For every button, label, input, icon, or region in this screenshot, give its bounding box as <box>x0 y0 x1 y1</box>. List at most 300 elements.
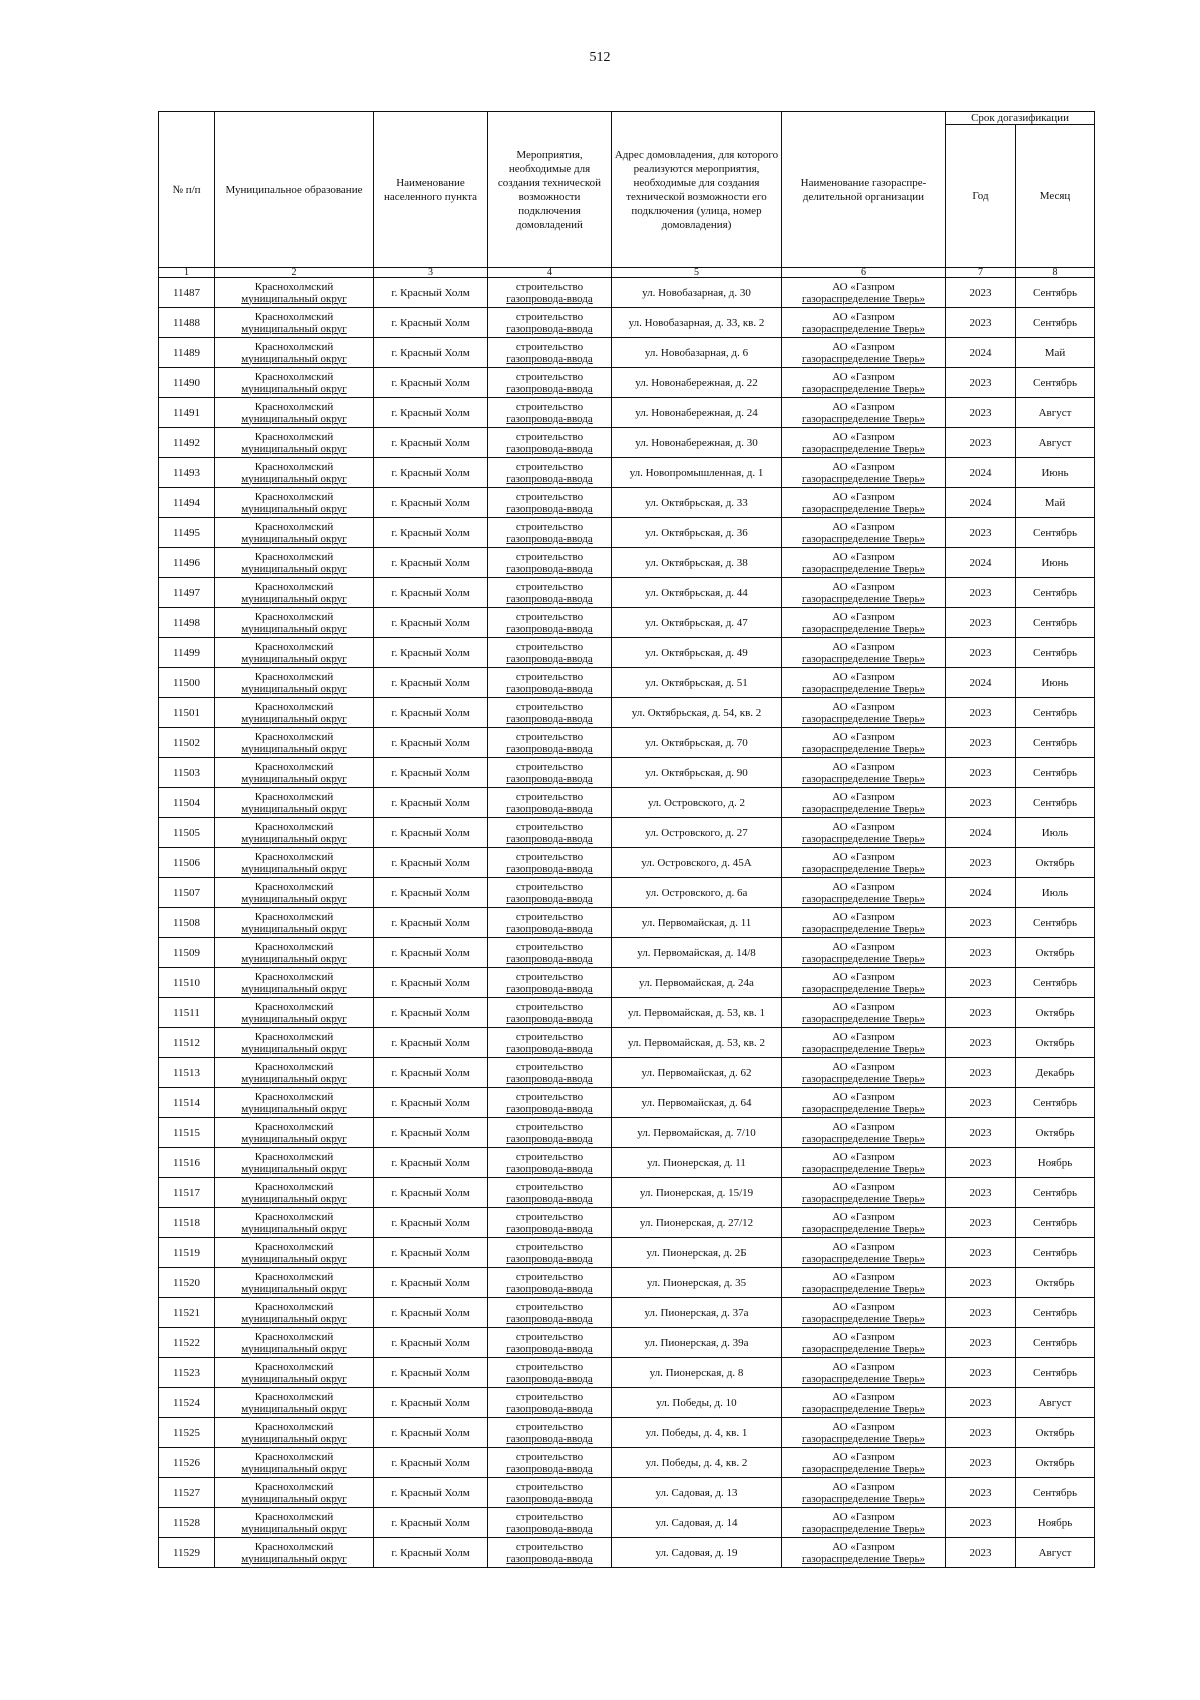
row-number: 11522 <box>159 1328 215 1358</box>
municipality-cell <box>215 1268 374 1298</box>
municipality-type: муниципальный округ <box>241 1372 347 1385</box>
organization-cell <box>782 428 946 458</box>
measure-line-2: газопровода-ввода <box>506 742 593 755</box>
organization-cell <box>782 1148 946 1178</box>
measure-line-1: строительство <box>515 1120 584 1133</box>
year-cell: 2023 <box>946 368 1016 398</box>
organization-line-1: АО «Газпром <box>832 1210 895 1223</box>
year-cell: 2023 <box>946 1418 1016 1448</box>
settlement-cell: г. Красный Холм <box>374 668 488 698</box>
month-cell: Сентябрь <box>1016 728 1095 758</box>
municipality-type: муниципальный округ <box>241 862 347 875</box>
organization-line-1: АО «Газпром <box>832 550 895 563</box>
month-cell: Сентябрь <box>1016 368 1095 398</box>
organization-line-1: АО «Газпром <box>832 340 895 353</box>
header-gasification-term: Срок догазификации <box>946 112 1095 125</box>
month-cell: Июнь <box>1016 458 1095 488</box>
table-row <box>159 1448 1095 1478</box>
settlement-cell: г. Красный Холм <box>374 1298 488 1328</box>
organization-line-1: АО «Газпром <box>832 1510 895 1523</box>
municipality-name: Краснохолмский <box>254 1060 334 1073</box>
row-number: 11498 <box>159 608 215 638</box>
year-cell: 2023 <box>946 908 1016 938</box>
year-cell: 2023 <box>946 1358 1016 1388</box>
measure-line-2: газопровода-ввода <box>506 1342 593 1355</box>
municipality-cell <box>215 278 374 308</box>
address-cell: ул. Садовая, д. 14 <box>612 1508 782 1538</box>
table-row <box>159 908 1095 938</box>
measure-line-1: строительство <box>515 910 584 923</box>
measure-line-1: строительство <box>515 940 584 953</box>
month-cell: Июнь <box>1016 548 1095 578</box>
municipality-name: Краснохолмский <box>254 850 334 863</box>
month-cell: Сентябрь <box>1016 1238 1095 1268</box>
municipality-type: муниципальный округ <box>241 472 347 485</box>
measure-line-2: газопровода-ввода <box>506 1042 593 1055</box>
organization-line-2: газораспределение Тверь» <box>801 1042 926 1055</box>
organization-cell <box>782 1118 946 1148</box>
row-number: 11513 <box>159 1058 215 1088</box>
organization-line-1: АО «Газпром <box>832 610 895 623</box>
measure-line-1: строительство <box>515 730 584 743</box>
settlement-cell: г. Красный Холм <box>374 1448 488 1478</box>
measure-cell <box>488 368 612 398</box>
organization-cell <box>782 1478 946 1508</box>
organization-cell <box>782 1178 946 1208</box>
municipality-name: Краснохолмский <box>254 790 334 803</box>
measure-cell <box>488 818 612 848</box>
municipality-cell <box>215 1418 374 1448</box>
row-number: 11494 <box>159 488 215 518</box>
gasification-table <box>158 111 1095 1568</box>
measure-line-1: строительство <box>515 1360 584 1373</box>
measure-line-1: строительство <box>515 970 584 983</box>
column-number: 1 <box>159 268 215 278</box>
measure-cell <box>488 998 612 1028</box>
header-year: Год <box>946 125 1016 268</box>
municipality-type: муниципальный округ <box>241 1192 347 1205</box>
organization-cell <box>782 1268 946 1298</box>
column-number: 6 <box>782 268 946 278</box>
organization-line-1: АО «Газпром <box>832 370 895 383</box>
measure-line-2: газопровода-ввода <box>506 622 593 635</box>
address-cell: ул. Победы, д. 4, кв. 2 <box>612 1448 782 1478</box>
measure-line-2: газопровода-ввода <box>506 352 593 365</box>
year-cell: 2023 <box>946 1478 1016 1508</box>
organization-cell <box>782 1328 946 1358</box>
table-row <box>159 428 1095 458</box>
municipality-cell <box>215 1058 374 1088</box>
organization-line-2: газораспределение Тверь» <box>801 772 926 785</box>
settlement-cell: г. Красный Холм <box>374 698 488 728</box>
municipality-cell <box>215 1478 374 1508</box>
measure-line-1: строительство <box>515 880 584 893</box>
measure-line-2: газопровода-ввода <box>506 292 593 305</box>
municipality-cell <box>215 878 374 908</box>
measure-line-2: газопровода-ввода <box>506 502 593 515</box>
table-row <box>159 968 1095 998</box>
organization-line-1: АО «Газпром <box>832 1540 895 1553</box>
municipality-name: Краснохолмский <box>254 400 334 413</box>
settlement-cell: г. Красный Холм <box>374 1328 488 1358</box>
row-number: 11488 <box>159 308 215 338</box>
organization-cell <box>782 458 946 488</box>
measure-cell <box>488 938 612 968</box>
month-cell: Август <box>1016 1388 1095 1418</box>
measure-line-2: газопровода-ввода <box>506 1522 593 1535</box>
municipality-type: муниципальный округ <box>241 1282 347 1295</box>
municipality-name: Краснохолмский <box>254 1270 334 1283</box>
municipality-cell <box>215 578 374 608</box>
table-row <box>159 338 1095 368</box>
organization-cell <box>782 1208 946 1238</box>
municipality-name: Краснохолмский <box>254 670 334 683</box>
address-cell: ул. Октябрьская, д. 90 <box>612 758 782 788</box>
month-cell: Сентябрь <box>1016 1178 1095 1208</box>
municipality-type: муниципальный округ <box>241 1102 347 1115</box>
measure-line-2: газопровода-ввода <box>506 442 593 455</box>
municipality-type: муниципальный округ <box>241 682 347 695</box>
organization-line-2: газораспределение Тверь» <box>801 1012 926 1025</box>
month-cell: Сентябрь <box>1016 518 1095 548</box>
measure-line-2: газопровода-ввода <box>506 1192 593 1205</box>
organization-cell <box>782 488 946 518</box>
organization-cell <box>782 1088 946 1118</box>
organization-cell <box>782 638 946 668</box>
column-number: 8 <box>1016 268 1095 278</box>
page-number: 512 <box>589 50 611 65</box>
year-cell: 2023 <box>946 998 1016 1028</box>
table-row <box>159 1208 1095 1238</box>
municipality-type: муниципальный округ <box>241 382 347 395</box>
row-number: 11496 <box>159 548 215 578</box>
table-row <box>159 668 1095 698</box>
municipality-cell <box>215 818 374 848</box>
organization-line-2: газораспределение Тверь» <box>801 412 926 425</box>
header-organization: Наименование газораспре-делительной организации <box>782 112 946 268</box>
measure-line-1: строительство <box>515 760 584 773</box>
organization-line-1: АО «Газпром <box>832 1450 895 1463</box>
column-number: 5 <box>612 268 782 278</box>
table-row <box>159 1178 1095 1208</box>
organization-line-2: газораспределение Тверь» <box>801 622 926 635</box>
settlement-cell: г. Красный Холм <box>374 1088 488 1118</box>
measure-cell <box>488 788 612 818</box>
measure-line-1: строительство <box>515 1390 584 1403</box>
year-cell: 2023 <box>946 308 1016 338</box>
measure-cell <box>488 1268 612 1298</box>
year-cell: 2023 <box>946 1058 1016 1088</box>
measure-line-2: газопровода-ввода <box>506 1072 593 1085</box>
settlement-cell: г. Красный Холм <box>374 488 488 518</box>
measure-cell <box>488 1208 612 1238</box>
organization-cell <box>782 1388 946 1418</box>
municipality-cell <box>215 1508 374 1538</box>
settlement-cell: г. Красный Холм <box>374 1028 488 1058</box>
municipality-cell <box>215 1298 374 1328</box>
municipality-name: Краснохолмский <box>254 1180 334 1193</box>
month-cell: Июнь <box>1016 668 1095 698</box>
municipality-cell <box>215 398 374 428</box>
organization-cell <box>782 698 946 728</box>
municipality-cell <box>215 428 374 458</box>
measure-line-1: строительство <box>515 610 584 623</box>
organization-line-1: АО «Газпром <box>832 520 895 533</box>
year-cell: 2023 <box>946 278 1016 308</box>
municipality-cell <box>215 1208 374 1238</box>
table-row <box>159 1088 1095 1118</box>
settlement-cell: г. Красный Холм <box>374 1508 488 1538</box>
organization-cell <box>782 338 946 368</box>
municipality-type: муниципальный округ <box>241 1552 347 1565</box>
municipality-type: муниципальный округ <box>241 1252 347 1265</box>
table-row <box>159 1118 1095 1148</box>
municipality-cell <box>215 998 374 1028</box>
year-cell: 2024 <box>946 338 1016 368</box>
table-row <box>159 278 1095 308</box>
measure-line-2: газопровода-ввода <box>506 832 593 845</box>
municipality-name: Краснохолмский <box>254 1330 334 1343</box>
organization-cell <box>782 548 946 578</box>
organization-line-1: АО «Газпром <box>832 1150 895 1163</box>
organization-cell <box>782 608 946 638</box>
measure-line-2: газопровода-ввода <box>506 682 593 695</box>
organization-line-1: АО «Газпром <box>832 1240 895 1253</box>
measure-cell <box>488 968 612 998</box>
municipality-name: Краснохолмский <box>254 580 334 593</box>
measure-line-1: строительство <box>515 280 584 293</box>
year-cell: 2023 <box>946 608 1016 638</box>
address-cell: ул. Первомайская, д. 7/10 <box>612 1118 782 1148</box>
organization-line-1: АО «Газпром <box>832 1090 895 1103</box>
row-number: 11511 <box>159 998 215 1028</box>
table-row <box>159 728 1095 758</box>
table-row <box>159 1148 1095 1178</box>
measure-line-1: строительство <box>515 430 584 443</box>
municipality-cell <box>215 668 374 698</box>
municipality-type: муниципальный округ <box>241 322 347 335</box>
measure-line-2: газопровода-ввода <box>506 1132 593 1145</box>
month-cell: Октябрь <box>1016 998 1095 1028</box>
address-cell: ул. Пионерская, д. 37а <box>612 1298 782 1328</box>
organization-line-1: АО «Газпром <box>832 1000 895 1013</box>
municipality-cell <box>215 908 374 938</box>
table-row <box>159 638 1095 668</box>
municipality-cell <box>215 548 374 578</box>
measure-line-2: газопровода-ввода <box>506 1102 593 1115</box>
organization-line-2: газораспределение Тверь» <box>801 472 926 485</box>
settlement-cell: г. Красный Холм <box>374 278 488 308</box>
municipality-name: Краснохолмский <box>254 460 334 473</box>
year-cell: 2023 <box>946 518 1016 548</box>
year-cell: 2023 <box>946 1148 1016 1178</box>
address-cell: ул. Первомайская, д. 24а <box>612 968 782 998</box>
municipality-cell <box>215 1388 374 1418</box>
month-cell: Ноябрь <box>1016 1148 1095 1178</box>
measure-line-1: строительство <box>515 1060 584 1073</box>
settlement-cell: г. Красный Холм <box>374 1538 488 1568</box>
year-cell: 2024 <box>946 488 1016 518</box>
municipality-cell <box>215 458 374 488</box>
table-row <box>159 1508 1095 1538</box>
row-number: 11512 <box>159 1028 215 1058</box>
measure-line-1: строительство <box>515 1210 584 1223</box>
organization-cell <box>782 1538 946 1568</box>
row-number: 11525 <box>159 1418 215 1448</box>
measure-cell <box>488 668 612 698</box>
measure-line-2: газопровода-ввода <box>506 592 593 605</box>
measure-line-1: строительство <box>515 490 584 503</box>
settlement-cell: г. Красный Холм <box>374 1268 488 1298</box>
month-cell: Сентябрь <box>1016 1208 1095 1238</box>
row-number: 11497 <box>159 578 215 608</box>
year-cell: 2023 <box>946 1028 1016 1058</box>
measure-line-1: строительство <box>515 1000 584 1013</box>
header-month: Месяц <box>1016 125 1095 268</box>
address-cell: ул. Островского, д. 27 <box>612 818 782 848</box>
year-cell: 2023 <box>946 728 1016 758</box>
address-cell: ул. Октябрьская, д. 51 <box>612 668 782 698</box>
column-number: 4 <box>488 268 612 278</box>
municipality-type: муниципальный округ <box>241 1162 347 1175</box>
measure-line-1: строительство <box>515 1420 584 1433</box>
measure-line-2: газопровода-ввода <box>506 922 593 935</box>
organization-cell <box>782 1058 946 1088</box>
row-number: 11526 <box>159 1448 215 1478</box>
organization-line-2: газораспределение Тверь» <box>801 652 926 665</box>
year-cell: 2024 <box>946 668 1016 698</box>
row-number: 11517 <box>159 1178 215 1208</box>
address-cell: ул. Победы, д. 10 <box>612 1388 782 1418</box>
municipality-type: муниципальный округ <box>241 1132 347 1145</box>
measure-line-2: газопровода-ввода <box>506 412 593 425</box>
row-number: 11514 <box>159 1088 215 1118</box>
settlement-cell: г. Красный Холм <box>374 758 488 788</box>
month-cell: Сентябрь <box>1016 1478 1095 1508</box>
address-cell: ул. Октябрьская, д. 36 <box>612 518 782 548</box>
settlement-cell: г. Красный Холм <box>374 1148 488 1178</box>
organization-cell <box>782 518 946 548</box>
organization-cell <box>782 968 946 998</box>
row-number: 11509 <box>159 938 215 968</box>
organization-line-1: АО «Газпром <box>832 970 895 983</box>
header-municipality: Муниципальное образование <box>215 112 374 268</box>
table-row <box>159 848 1095 878</box>
measure-cell <box>488 878 612 908</box>
measure-cell <box>488 548 612 578</box>
address-cell: ул. Октябрьская, д. 54, кв. 2 <box>612 698 782 728</box>
municipality-cell <box>215 848 374 878</box>
year-cell: 2023 <box>946 1298 1016 1328</box>
measure-cell <box>488 638 612 668</box>
organization-line-2: газораспределение Тверь» <box>801 922 926 935</box>
column-number: 7 <box>946 268 1016 278</box>
organization-line-1: АО «Газпром <box>832 400 895 413</box>
measure-line-1: строительство <box>515 1090 584 1103</box>
organization-line-2: газораспределение Тверь» <box>801 682 926 695</box>
organization-line-1: АО «Газпром <box>832 1300 895 1313</box>
organization-line-1: АО «Газпром <box>832 670 895 683</box>
address-cell: ул. Пионерская, д. 27/12 <box>612 1208 782 1238</box>
year-cell: 2023 <box>946 398 1016 428</box>
measure-line-2: газопровода-ввода <box>506 982 593 995</box>
municipality-name: Краснохолмский <box>254 610 334 623</box>
municipality-name: Краснохолмский <box>254 1420 334 1433</box>
municipality-cell <box>215 1088 374 1118</box>
measure-line-2: газопровода-ввода <box>506 1432 593 1445</box>
municipality-cell <box>215 1448 374 1478</box>
year-cell: 2023 <box>946 1508 1016 1538</box>
organization-line-2: газораспределение Тверь» <box>801 712 926 725</box>
measure-line-2: газопровода-ввода <box>506 1552 593 1565</box>
organization-cell <box>782 848 946 878</box>
table-row <box>159 1058 1095 1088</box>
municipality-name: Краснохолмский <box>254 1240 334 1253</box>
table-row <box>159 1418 1095 1448</box>
municipality-type: муниципальный округ <box>241 352 347 365</box>
month-cell: Август <box>1016 1538 1095 1568</box>
settlement-cell: г. Красный Холм <box>374 908 488 938</box>
organization-line-1: АО «Газпром <box>832 1360 895 1373</box>
organization-line-1: АО «Газпром <box>832 1480 895 1493</box>
row-number: 11495 <box>159 518 215 548</box>
measure-line-1: строительство <box>515 820 584 833</box>
address-cell: ул. Пионерская, д. 11 <box>612 1148 782 1178</box>
measure-line-1: строительство <box>515 1450 584 1463</box>
table-row <box>159 608 1095 638</box>
municipality-name: Краснохолмский <box>254 910 334 923</box>
month-cell: Октябрь <box>1016 1268 1095 1298</box>
row-number: 11502 <box>159 728 215 758</box>
organization-line-2: газораспределение Тверь» <box>801 502 926 515</box>
row-number: 11520 <box>159 1268 215 1298</box>
organization-line-2: газораспределение Тверь» <box>801 1372 926 1385</box>
organization-line-2: газораспределение Тверь» <box>801 442 926 455</box>
organization-cell <box>782 1298 946 1328</box>
year-cell: 2023 <box>946 1538 1016 1568</box>
address-cell: ул. Октябрьская, д. 70 <box>612 728 782 758</box>
measure-cell <box>488 1478 612 1508</box>
municipality-cell <box>215 368 374 398</box>
organization-line-2: газораспределение Тверь» <box>801 1462 926 1475</box>
organization-cell <box>782 1238 946 1268</box>
measure-line-2: газопровода-ввода <box>506 772 593 785</box>
municipality-cell <box>215 638 374 668</box>
organization-line-1: АО «Газпром <box>832 880 895 893</box>
table-row <box>159 698 1095 728</box>
measure-line-1: строительство <box>515 370 584 383</box>
organization-line-1: АО «Газпром <box>832 280 895 293</box>
organization-line-1: АО «Газпром <box>832 760 895 773</box>
measure-line-1: строительство <box>515 1480 584 1493</box>
measure-line-1: строительство <box>515 550 584 563</box>
organization-line-2: газораспределение Тверь» <box>801 532 926 545</box>
municipality-type: муниципальный округ <box>241 1222 347 1235</box>
measure-line-1: строительство <box>515 400 584 413</box>
organization-line-1: АО «Газпром <box>832 1270 895 1283</box>
organization-line-1: АО «Газпром <box>832 850 895 863</box>
measure-line-1: строительство <box>515 790 584 803</box>
address-cell: ул. Первомайская, д. 53, кв. 1 <box>612 998 782 1028</box>
organization-line-2: газораспределение Тверь» <box>801 562 926 575</box>
settlement-cell: г. Красный Холм <box>374 398 488 428</box>
measure-line-2: газопровода-ввода <box>506 712 593 725</box>
year-cell: 2024 <box>946 458 1016 488</box>
row-number: 11529 <box>159 1538 215 1568</box>
organization-line-1: АО «Газпром <box>832 490 895 503</box>
municipality-cell <box>215 338 374 368</box>
table-row <box>159 1388 1095 1418</box>
